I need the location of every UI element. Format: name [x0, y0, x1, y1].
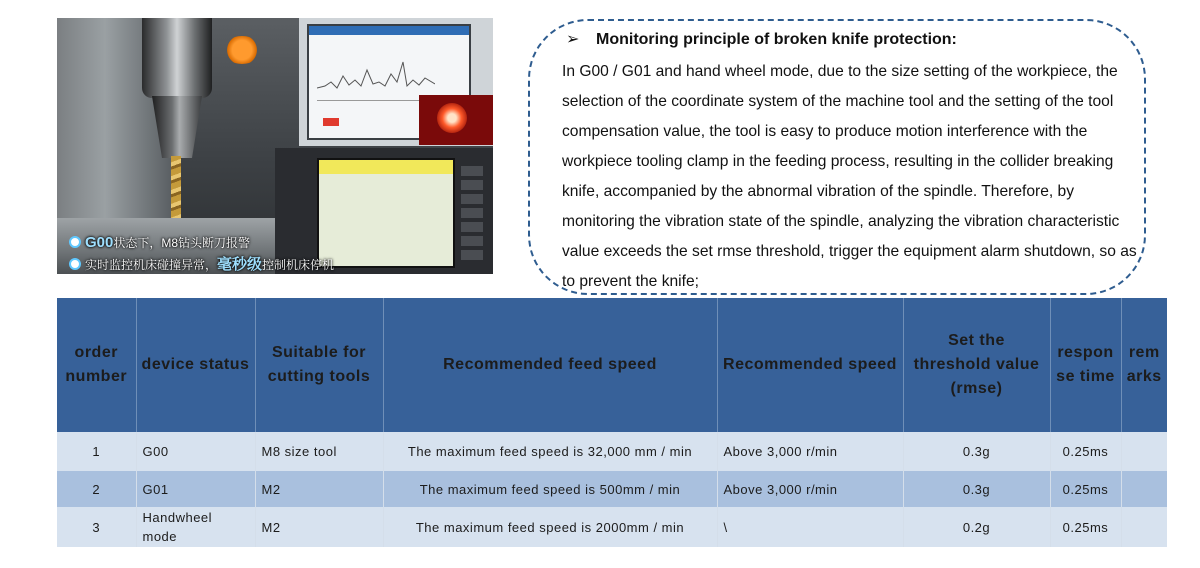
- alarm-lamp: [419, 95, 493, 145]
- cell-order: 1: [57, 432, 136, 471]
- cell-status: Handwheel mode: [136, 507, 255, 547]
- vibration-waveform: [317, 52, 435, 101]
- cnc-keypad: [461, 166, 483, 262]
- cell-status: G01: [136, 471, 255, 507]
- cell-response: 0.25ms: [1050, 507, 1121, 547]
- caption-highlight: 毫秒级: [217, 256, 263, 273]
- table-row: [57, 507, 1167, 547]
- cell-tool: M2: [255, 471, 383, 507]
- cell-remarks: [1121, 432, 1167, 471]
- cell-status: G00: [136, 432, 255, 471]
- spec-table: [57, 298, 1167, 547]
- cell-tool: M2: [255, 507, 383, 547]
- cell-threshold: 0.2g: [903, 507, 1050, 547]
- spindle-chuck: [142, 18, 212, 98]
- table-row: [57, 432, 1167, 471]
- header-threshold: Set the threshold value (rmse): [903, 298, 1050, 432]
- cell-feed: The maximum feed speed is 2000mm / min: [383, 507, 717, 547]
- photo-caption-2: [69, 253, 334, 274]
- bullet-icon: [69, 236, 81, 248]
- cell-speed: Above 3,000 r/min: [717, 471, 903, 507]
- cell-speed: Above 3,000 r/min: [717, 432, 903, 471]
- cell-order: 3: [57, 507, 136, 547]
- header-speed: Recommended speed: [717, 298, 903, 432]
- header-feed-speed: Recommended feed speed: [383, 298, 717, 432]
- cnc-display-header: [319, 160, 453, 174]
- alarm-lamp-light: [437, 103, 467, 133]
- screen-title-bar: [309, 26, 469, 35]
- callout-body: In G00 / G01 and hand wheel mode, due to the size setting of the workpiece, the selection of the coordinate system of the machine tool and the setting of the tool compensation value, the tool is easy to produce motion interference with the workpiece tooling clamp in the feeding process, resulting in the collider breaking knife, accompanied by the abnormal vibration of the spindle. Therefore, by monitoring the vibration state of the spindle, analyzing the vibration characteristic value exceeds the set rmse threshold, trigger the equipment alarm shutdown, so as to prevent the knife;: [562, 63, 1137, 290]
- caption-text: 控制机床停机: [262, 258, 335, 272]
- callout-heading: [566, 29, 957, 49]
- coolant-nozzle: [222, 36, 262, 64]
- photo-caption-1: [69, 234, 250, 251]
- cell-threshold: 0.3g: [903, 471, 1050, 507]
- machine-photo: [57, 18, 493, 274]
- cell-speed: \: [717, 507, 903, 547]
- principle-callout: [528, 19, 1146, 295]
- header-order-number: order number: [57, 298, 136, 432]
- cell-tool: M8 size tool: [255, 432, 383, 471]
- header-remarks: rem arks: [1121, 298, 1167, 432]
- header-cutting-tools: Suitable for cutting tools: [255, 298, 383, 432]
- screen-alarm-button: [323, 118, 339, 126]
- cell-remarks: [1121, 471, 1167, 507]
- cell-feed: The maximum feed speed is 500mm / min: [383, 471, 717, 507]
- cell-order: 2: [57, 471, 136, 507]
- caption-text: 实时监控机床碰撞异常，: [85, 258, 218, 272]
- header-response-time: respon se time: [1050, 298, 1121, 432]
- arrow-bullet-icon: ➢: [566, 31, 580, 48]
- bullet-icon: [69, 258, 81, 270]
- caption-code: G00: [85, 234, 114, 251]
- cell-response: 0.25ms: [1050, 432, 1121, 471]
- cnc-display: [317, 158, 455, 268]
- header-device-status: device status: [136, 298, 255, 432]
- caption-text: 状态下，M8钻头断刀报警: [113, 236, 251, 250]
- cell-threshold: 0.3g: [903, 432, 1050, 471]
- cell-response: 0.25ms: [1050, 471, 1121, 507]
- cell-remarks: [1121, 507, 1167, 547]
- cell-feed: The maximum feed speed is 32,000 mm / min: [383, 432, 717, 471]
- table-row: [57, 471, 1167, 507]
- table-header-row: [57, 298, 1167, 432]
- callout-heading-text: Monitoring principle of broken knife protection:: [596, 31, 957, 48]
